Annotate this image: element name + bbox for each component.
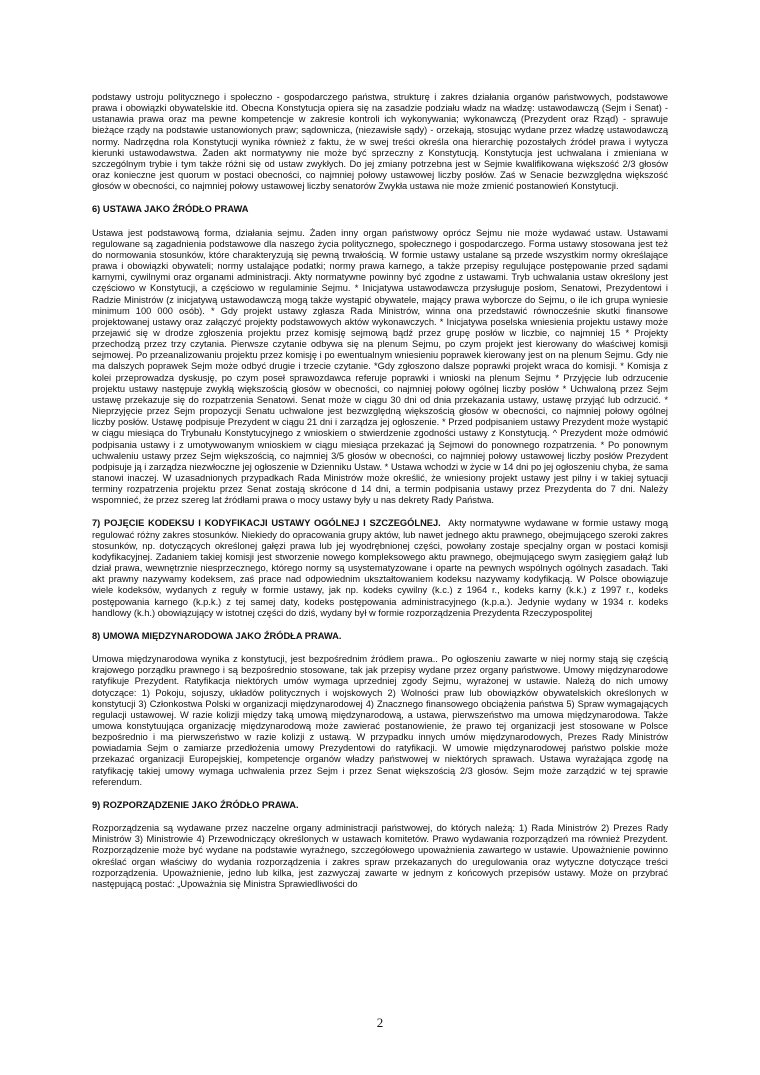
paragraph-constitution: podstawy ustroju politycznego i społeczno - gospodarczego państwa, strukturę i zakres działania organów państwowych, podstawowe prawa i obowiązki obywatelskie itd. Obecna Konstytucja opiera się na zasadzie podziału władz na władzę: ustawodawczą (Sejm i Senat) -ustanawia prawa oraz ma pewne kompetencje w zakresie kontroli ich wykonywania; wykonawczą (Prezydent oraz Rząd) - sprawuje bieżące rządy na podstawie ustanowionych praw; sądownicza, (niezawisłe sądy) - orzekają, stosując wydane przez władzę ustawodawczą normy. Nadrzędna rola Konstytucji wynika również z faktu, że w swej treści określa ona hierarchię pozostałych źródeł prawa i wytycza kierunki ustawodawstwa. Żaden akt normatywny nie może być sprzeczny z Konstytucją. Konstytucja jest uchwalana i zmieniana w szczególnym trybie i tym także różni się od ustaw zwykłych. Do jej zmiany potrzebna jest w Sejmie kwalifikowana większość 2/3 głosów oraz konieczne jest quorum w postaci obecności, co najmniej połowy ustawowej liczby posłów. Zaś w Senacie bezwzględna większość głosów w obecności, co najmniej połowy ustawowej liczby senatorów Zwykła ustawa nie może zmienić postanowień Konstytucji.: [92, 92, 668, 192]
heading-section-7: 7) POJĘCIE KODEKSU I KODYFIKACJI USTAWY OGÓLNEJ I SZCZEGÓLNEJ.: [92, 518, 441, 529]
heading-section-6: 6) USTAWA JAKO ŹRÓDŁO PRAWA: [92, 204, 249, 215]
paragraph-international-agreement: Umowa międzynarodowa wynika z konstytucji, jest bezpośrednim źródłem prawa.. Po ogłoszeniu zawarte w niej normy stają się częścią krajowego porządku prawnego i są bezpośrednio stosowane, tak jak przepisy wydane przez organy państwowe. Umowy międzynarodowe ratyfikuje Prezydent. Ratyfikacja niektórych umów wymaga uprzedniej zgody Sejmu, wyrażonej w ustawie. Należą do nich umowy dotyczące: 1) Pokoju, sojuszy, układów politycznych i wojskowych 2) Wolności praw lub obowiązków obywatelskich określonych w konstytucji 3) Członkostwa Polski w organizacji międzynarodowej 4) Znacznego finansowego obciążenia państwa 5) Spraw wymagających regulacji ustawowej. W razie kolizji między taką umową międzynarodową, a ustawa, pierwszeństwo ma umowa międzynarodowa. Także umowa konstytuująca organizację międzynarodową może zawierać postanowienie, że prawo tej organizacji jest stosowane w Polsce bezpośrednio i ma pierwszeństwo w razie kolizji z ustawą. W przypadku innych umów międzynarodowych, Prezes Rady Ministrów powiadamia Sejm o zamiarze przedłożenia umowy Prezydentowi do ratyfikacji. W umowie międzynarodowej państwo polskie może przekazać organizacji Europejskiej, kompetencje organów władzy państwowej w niektórych sprawach. Ustawa wyrażająca zgodę na ratyfikację takiej umowy wymaga uchwalenia przez Sejm i przez Senat większością 2/3 głosów. Sejm może zarządzić w tej sprawie referendum.: [92, 654, 668, 787]
paragraph-regulation: Rozporządzenia są wydawane przez naczelne organy administracji państwowej, do których należą: 1) Rada Ministrów 2) Prezes Rady Ministrów 3) Ministrowie 4) Przewodniczący określonych w ustawach komitetów. Prawo wydawania rozporządzeń ma również Prezydent. Rozporządzenie może być wydane na podstawie wyraźnego, szczegółowego upoważnienia zawartego w ustawie. Upoważnienie powinno określać organ właściwy do wydania rozporządzenia i zakres spraw przekazanych do uregulowania oraz wytyczne dotyczące treści rozporządzenia. Upoważnienie, jedno lub kilka, jest zazwyczaj zawarte w jednym z końcowych przepisów ustawy. Może on przybrać następującą postać: „Upoważnia się Ministra Sprawiedliwości do: [92, 823, 668, 889]
paragraph-codex: Akty normatywne wydawane w formie ustawy mogą regulować różny zakres stosunków. Niekiedy do opracowania grupy aktów, lub nawet jednego aktu prawnego, obejmującego szeroki zakres stosunków, np. dotyczących określonej gałęzi prawa lub jej wyodrębnionej części, powołany zostaje specjalny organ w postaci komisji kodyfikacyjnej. Zadaniem takiej komisji jest stworzenie nowego kompleksowego aktu prawnego, obejmującego swym zasięgiem gałąź lub dział prawa, wewnętrznie niesprzecznego, którego normy są usystematyzowane i oparte na pewnych wspólnych ogólnych zasadach. Taki akt prawny nazywamy kodeksem, zaś prace nad odpowiednim ukształtowaniem kodeksu nazywamy kodyfikacją. W Polsce obowiązuje wiele kodeksów, wydanych z reguły w formie ustawy, jak np. kodeks cywilny (k.c.) z 1964 r., kodeks karny (k.k.) z 1997 r., kodeks postępowania karnego (k.p.k.) z tej samej daty, kodeks postępowania administracyjnego (k.p.a.). Jedynie wydany w 1934 r. kodeks handlowy (k.h.) obowiązujący w istotnej części do dziś, wydany był w formie rozporządzenia Prezydenta Rzeczypospolitej: [92, 518, 668, 618]
page-number: 2: [376, 1015, 384, 1030]
document-page: [92, 92, 668, 902]
paragraph-statute: Ustawa jest podstawową forma, działania sejmu. Żaden inny organ państwowy oprócz Sejmu nie może wydawać ustaw. Ustawami regulowane są zagadnienia podstawowe dla naszego życia politycznego, społecznego i gospodarczego. Forma ustawy stosowana jest też do normowania stosunków, które charakteryzują się pewną trwałością. W formie ustawy ustalane są przede wszystkim normy określające prawa i obowiązki obywateli; normy ustalające podatki; normy prawa karnego, a także przepisy regulujące postępowanie przed sądami karnymi, cywilnymi oraz organami administracji. Akty normatywne powinny być zgodne z ustawami. Tryb uchwalania ustaw określony jest częściowo w Konstytucji, a częściowo w regulaminie Sejmu. * Inicjatywa ustawodawcza przysługuje posłom, Senatowi, Prezydentowi i Radzie Ministrów (z inicjatywą ustawodawczą mogą także wystąpić obywatele, mający prawa wyborcze do Sejmu, o ile ich grupa wyniesie minimum 100 000 osób). * Gdy projekt ustawy zgłasza Rada Ministrów, winna ona przedstawić równocześnie skutki finansowe projektowanej ustawy oraz załączyć projekty podstawowych aktów wykonawczych. * Inicjatywa poselska wniesienia projektu ustawy może przejawić się w drodze zgłoszenia projektu przez komisję sejmową bądź przez grupę posłów w liczbie, co najmniej 15 * Projekty przechodzą przez trzy czytania. Pierwsze czytanie odbywa się na plenum Sejmu, po czym projekt jest kierowany do właściwej komisji sejmowej. Po przeanalizowaniu projektu przez komisję i po ewentualnym wniesieniu poprawek kierowany jest on na plenum Sejmu. Gdy nie ma dalszych poprawek Sejm może odbyć drugie i trzecie czytanie. *Gdy zgłoszono dalsze poprawki projekt wraca do komisji. * Komisja z kolei przeprowadza dyskusję, po czym poseł sprawozdawca referuje poprawki i wnioski na plenum Sejmu * Przyjęcie lub odrzucenie projektu ustawy następuje zwykłą większością głosów w obecności, co najmniej połowy ogólnej liczby posłów * Uchwaloną przez Sejm ustawę przekazuje się do rozpatrzenia Senatowi. Senat może w ciągu 30 dni od dnia przekazania ustawy, ustawę przyjąć lub odrzucić. * Nieprzyjęcie przez Sejm propozycji Senatu uchwalone jest bezwzględną większością głosów w obecności, co najmniej połowy ogólnej liczby posłów. Ustawę podpisuje Prezydent w ciągu 21 dni i zarządza jej ogłoszenie. * Przed podpisaniem ustawy Prezydent może wystąpić w ciągu miesiąca do Trybunału Konstytucyjnego z wnioskiem o stwierdzenie zgodności ustawy z Konstytucją. ^ Prezydent może odmówić podpisania ustawy i z umotywowanym wnioskiem w ciągu miesiąca przekazać ją Sejmowi do ponownego rozpatrzenia. * Po ponownym uchwaleniu ustawy przez Sejm większością, co najmniej 3/5 głosów w obecności, co najmniej połowy ustawowej liczby posłów Prezydent podpisuje ją i zarządza niezwłoczne jej ogłoszenie w Dzienniku Ustaw. * Ustawa wchodzi w życie w 14 dni po jej ogłoszeniu chyba, że sama stanowi inaczej. W uzasadnionych przypadkach Rada Ministrów może określić, że wniesiony projekt ustawy jest pilny i w takiej sytuacji terminy rozpatrzenia projektu przez Senat zostają skrócone d 14 dni, a termin podpisania ustawy przez Prezydenta do 7 dni. Należy wspomnieć, że przez szereg lat źródłami prawa o mocy ustawy były u nas dekrety Rady Państwa.: [92, 227, 668, 506]
paragraph-codex-block: [92, 518, 668, 618]
heading-section-8: 8) UMOWA MIĘDZYNARODOWA JAKO ŹRÓDŁA PRAWA.: [92, 630, 342, 641]
heading-section-9: 9) ROZPORZĄDZENIE JAKO ŹRÓDŁO PRAWA.: [92, 799, 299, 810]
